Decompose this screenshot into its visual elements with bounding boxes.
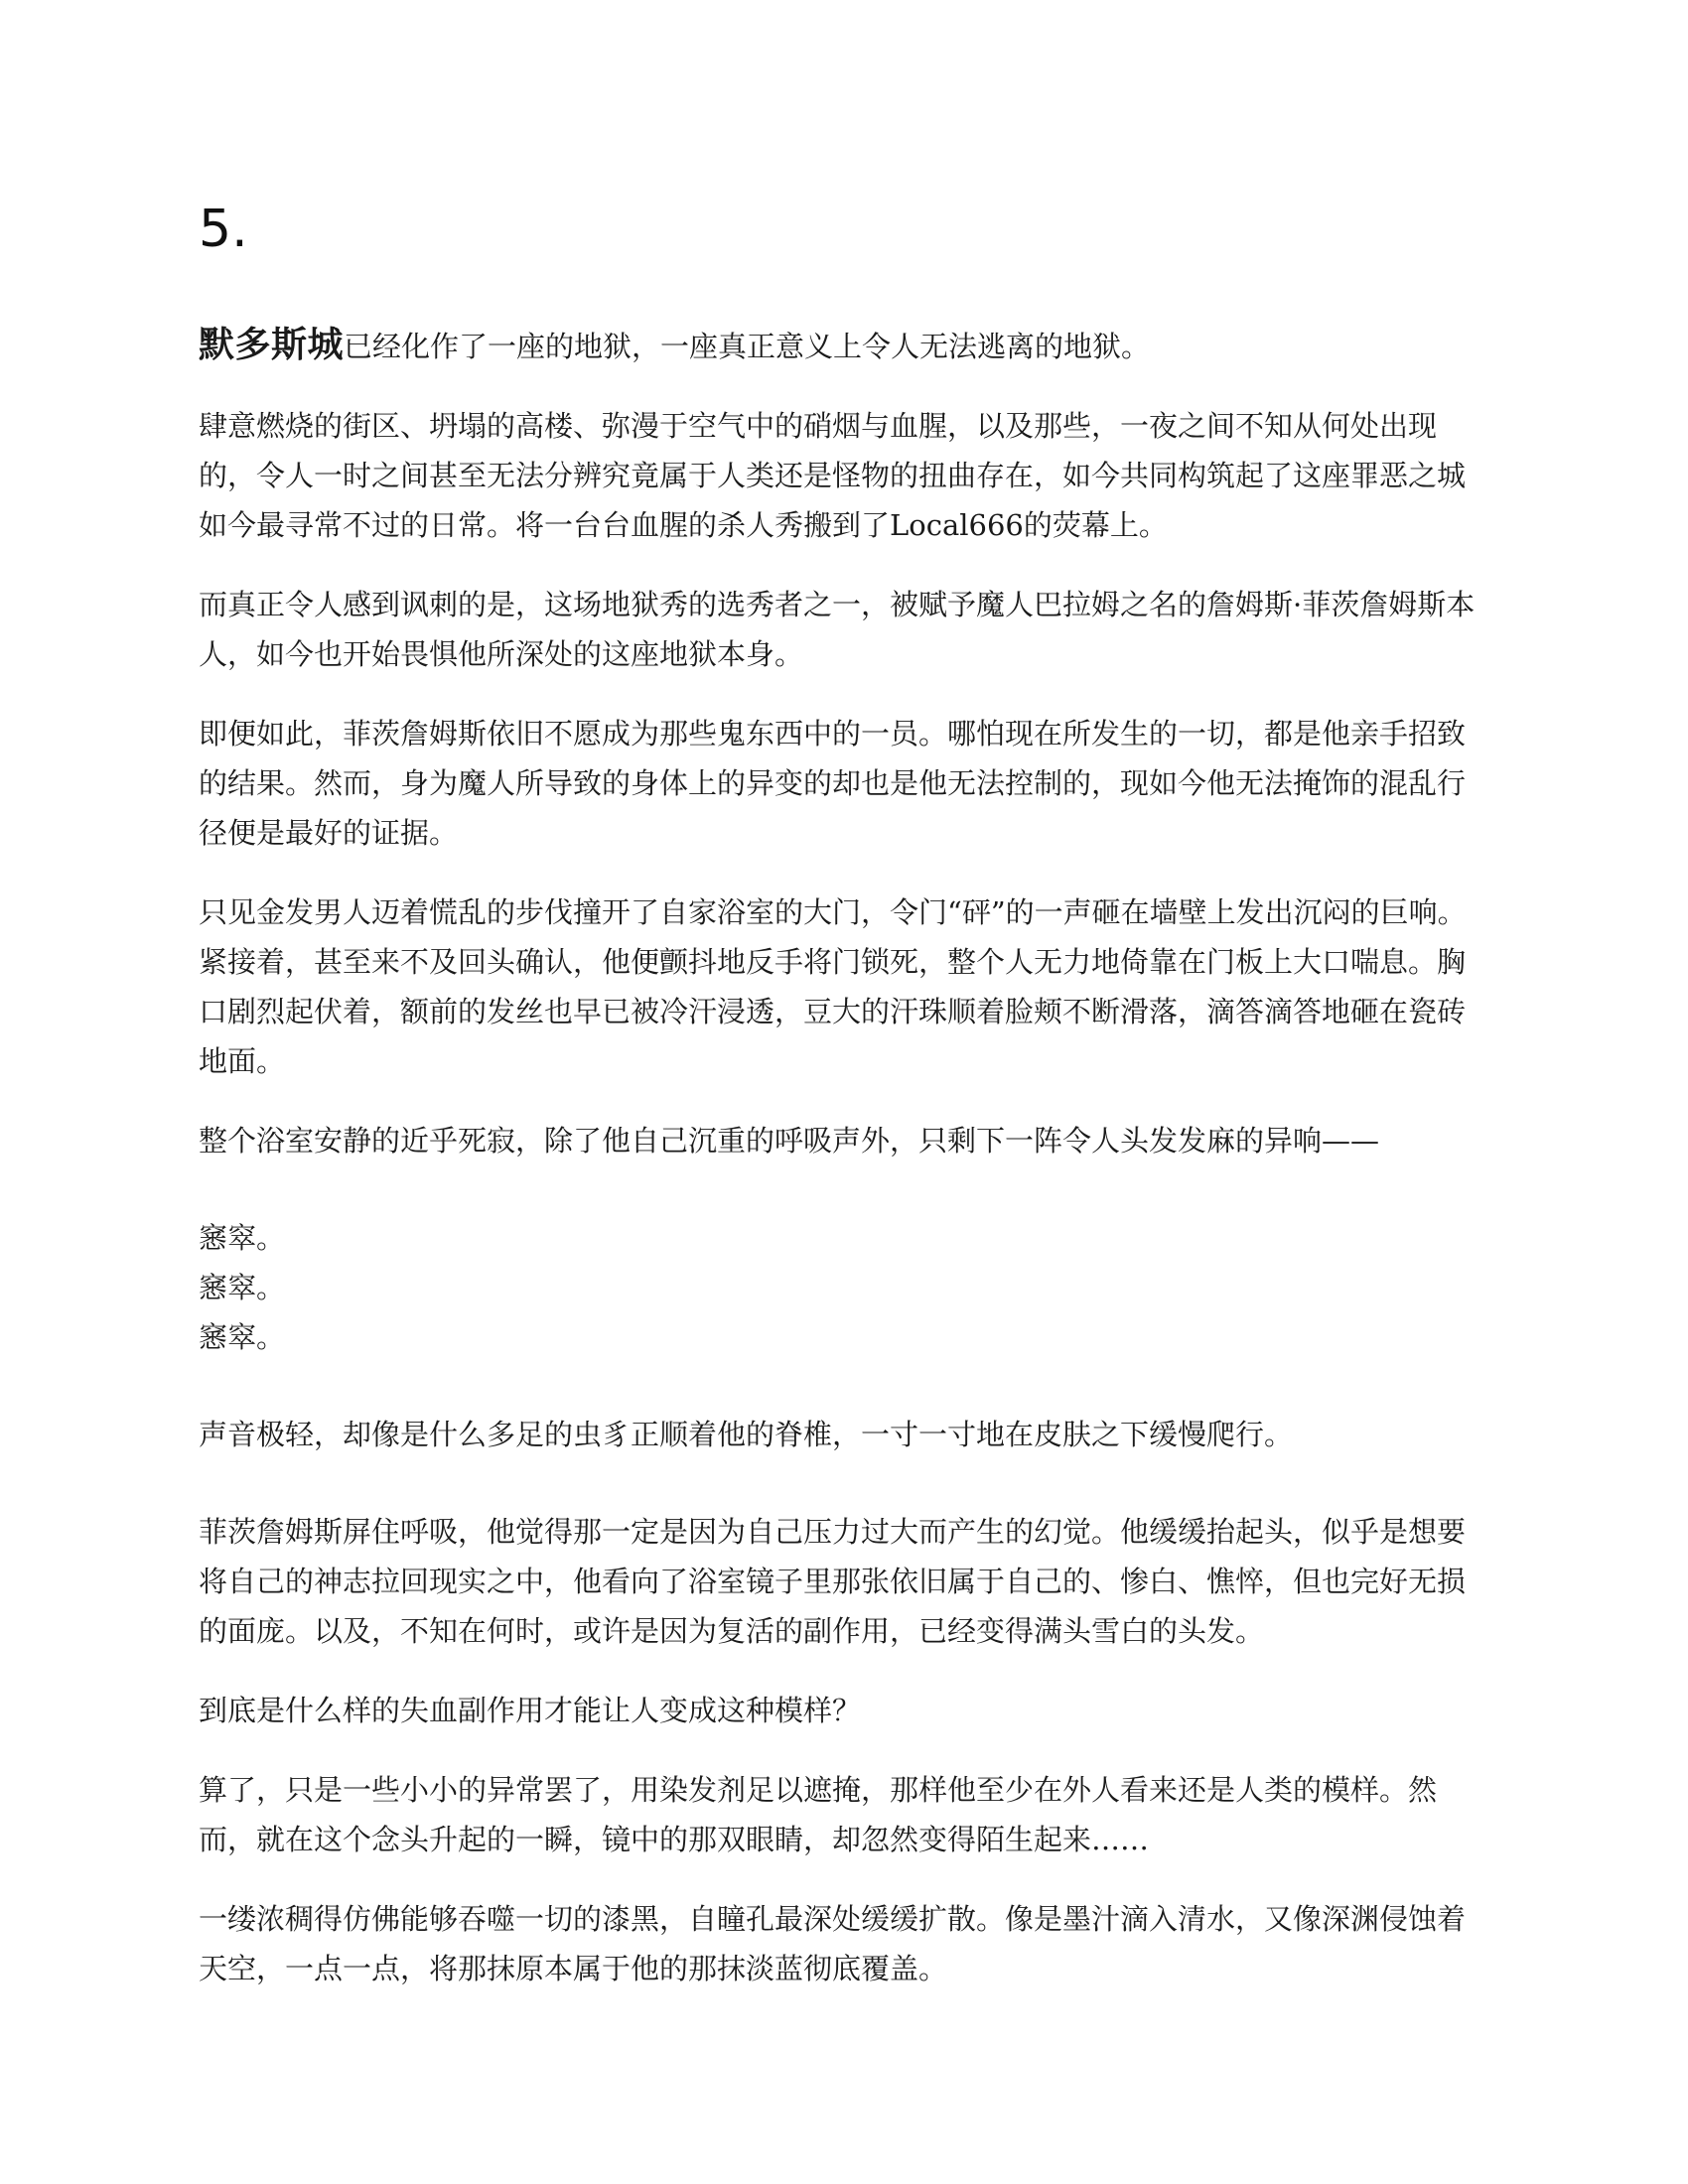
- paragraph-crawling: 声音极轻，却像是什么多足的虫豸正顺着他的脊椎，一寸一寸地在皮肤之下缓慢爬行。: [199, 1418, 1294, 1451]
- paragraph-mirror: 菲茨詹姆斯屏住呼吸，他觉得那一定是因为自己压力过大而产生的幻觉。他缓缓抬起头，似乎是想要将自己的神志拉回现实之中，他看向了浴室镜子里那张依旧属于自己的、惨白、憔悴，但也完好无损的面庞。以及，不知在何时，或许是因为复活的副作用，已经变得满头雪白的头发。: [199, 1515, 1467, 1648]
- paragraph-dismissal: 算了，只是一些小小的异常罢了，用染发剂足以遮掩，那样他至少在外人看来还是人类的模样。然而，就在这个念头升起的一瞬，镜中的那双眼睛，却忽然变得陌生起来……: [199, 1773, 1438, 1856]
- paragraph-opening: [199, 320, 1489, 371]
- sound-line: 窸窣。: [199, 1271, 286, 1304]
- paragraph-question: 到底是什么样的失血副作用才能让人变成这种模样？: [199, 1694, 862, 1727]
- paragraph-silence: 整个浴室安静的近乎死寂，除了他自己沉重的呼吸声外，只剩下一阵令人头发发麻的异响——: [199, 1124, 1380, 1158]
- city-name-lead: 默多斯城: [199, 324, 345, 365]
- paragraph-refusal: 即便如此，菲茨詹姆斯依旧不愿成为那些鬼东西中的一员。哪怕现在所发生的一切，都是他亲手招致的结果。然而，身为魔人所导致的身体上的异变的却也是他无法控制的，现如今他无法掩饰的混乱行径便是最好的证据。: [199, 717, 1467, 850]
- opening-text: 已经化作了一座的地狱，一座真正意义上令人无法逃离的地狱。: [344, 330, 1151, 363]
- story-body: [199, 320, 1489, 2023]
- paragraph-irony: 而真正令人感到讽刺的是，这场地狱秀的选秀者之一，被赋予魔人巴拉姆之名的詹姆斯·菲茨詹姆斯本人，如今也开始畏惧他所深处的这座地狱本身。: [199, 588, 1476, 671]
- chapter-number: 5.: [199, 200, 248, 259]
- paragraph-city-description: 肆意燃烧的街区、坍塌的高楼、弥漫于空气中的硝烟与血腥，以及那些，一夜之间不知从何处出现的，令人一时之间甚至无法分辨究竟属于人类还是怪物的扭曲存在，如今共同构筑起了这座罪恶之城如今最寻常不过的日常。将一台台血腥的杀人秀搬到了Local666的荧幕上。: [199, 409, 1467, 542]
- sound-line: 窸窣。: [199, 1221, 286, 1255]
- sound-line: 窸窣。: [199, 1320, 286, 1354]
- paragraph-darkness: 一缕浓稠得仿佛能够吞噬一切的漆黑，自瞳孔最深处缓缓扩散。像是墨汁滴入清水，又像深渊侵蚀着天空，一点一点，将那抹原本属于他的那抹淡蓝彻底覆盖。: [199, 1902, 1467, 1985]
- paragraph-bathroom-entry: 只见金发男人迈着慌乱的步伐撞开了自家浴室的大门，令门“砰”的一声砸在墙壁上发出沉闷的巨响。紧接着，甚至来不及回头确认，他便颤抖地反手将门锁死，整个人无力地倚靠在门板上大口喘息。胸口剧烈起伏着，额前的发丝也早已被冷汗浸透，豆大的汗珠顺着脸颊不断滑落，滴答滴答地砸在瓷砖地面。: [199, 895, 1467, 1078]
- sound-effect-block: [199, 1213, 1489, 1362]
